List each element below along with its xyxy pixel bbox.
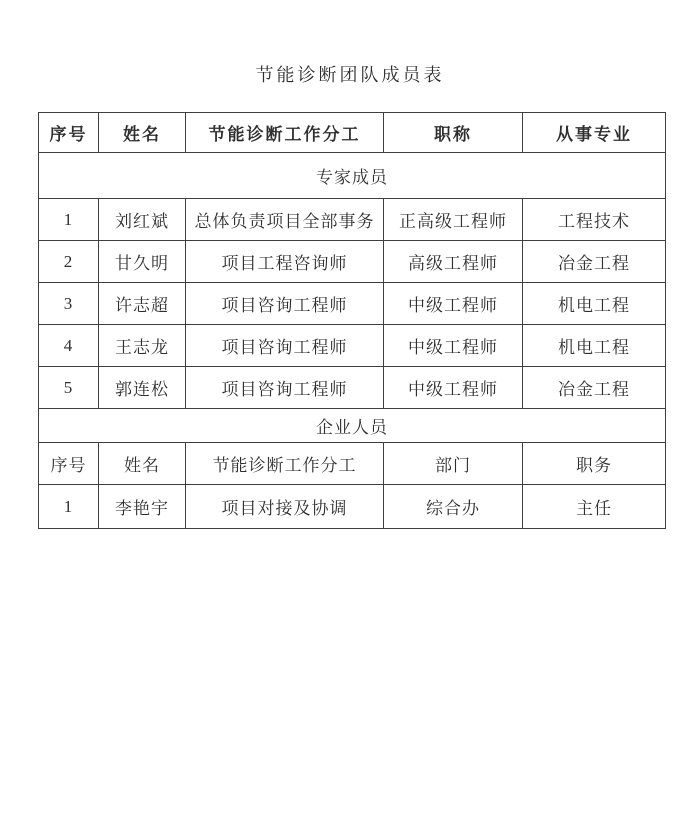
header-cell-index: 序号 xyxy=(39,113,99,153)
table-cell: 中级工程师 xyxy=(384,283,523,325)
table-row xyxy=(39,485,666,529)
table-cell: 正高级工程师 xyxy=(384,199,523,241)
table-row xyxy=(39,241,666,283)
table-cell: 项目工程咨询师 xyxy=(186,241,384,283)
header-cell-work-division: 节能诊断工作分工 xyxy=(186,443,384,485)
table-cell: 中级工程师 xyxy=(384,325,523,367)
table-cell: 机电工程 xyxy=(523,325,666,367)
table-cell: 项目咨询工程师 xyxy=(186,283,384,325)
header-cell-name: 姓名 xyxy=(99,113,186,153)
table-cell: 郭连松 xyxy=(99,367,186,409)
table-cell: 5 xyxy=(39,367,99,409)
table-cell: 高级工程师 xyxy=(384,241,523,283)
header-cell-title: 职称 xyxy=(384,113,523,153)
table-cell: 项目咨询工程师 xyxy=(186,325,384,367)
table-cell: 许志超 xyxy=(99,283,186,325)
table-cell: 3 xyxy=(39,283,99,325)
header-cell-position: 职务 xyxy=(523,443,666,485)
header-cell-profession: 从事专业 xyxy=(523,113,666,153)
expert-header-row xyxy=(39,113,666,153)
header-cell-index: 序号 xyxy=(39,443,99,485)
table-cell: 李艳宇 xyxy=(99,485,186,529)
table-cell: 机电工程 xyxy=(523,283,666,325)
table-row xyxy=(39,199,666,241)
section-row-enterprise xyxy=(39,409,666,443)
table-cell: 项目对接及协调 xyxy=(186,485,384,529)
table-cell: 刘红斌 xyxy=(99,199,186,241)
table-cell: 1 xyxy=(39,485,99,529)
table-cell: 1 xyxy=(39,199,99,241)
table-row xyxy=(39,283,666,325)
page-title: 节能诊断团队成员表 xyxy=(255,65,445,85)
table-cell: 中级工程师 xyxy=(384,367,523,409)
table-cell: 项目咨询工程师 xyxy=(186,367,384,409)
table-cell: 2 xyxy=(39,241,99,283)
enterprise-header-row xyxy=(39,443,666,485)
section-row-experts xyxy=(39,153,666,199)
table-cell: 冶金工程 xyxy=(523,367,666,409)
header-cell-department: 部门 xyxy=(384,443,523,485)
table-row xyxy=(39,325,666,367)
table-row xyxy=(39,367,666,409)
table-cell: 冶金工程 xyxy=(523,241,666,283)
table-cell: 总体负责项目全部事务 xyxy=(186,199,384,241)
header-cell-name: 姓名 xyxy=(99,443,186,485)
table-cell: 甘久明 xyxy=(99,241,186,283)
table-cell: 4 xyxy=(39,325,99,367)
table-cell: 王志龙 xyxy=(99,325,186,367)
team-members-table xyxy=(38,112,666,529)
table-cell: 工程技术 xyxy=(523,199,666,241)
header-cell-work-division: 节能诊断工作分工 xyxy=(186,113,384,153)
table-cell: 主任 xyxy=(523,485,666,529)
section-label-enterprise: 企业人员 xyxy=(39,409,666,443)
section-label-experts: 专家成员 xyxy=(39,153,666,199)
table-cell: 综合办 xyxy=(384,485,523,529)
